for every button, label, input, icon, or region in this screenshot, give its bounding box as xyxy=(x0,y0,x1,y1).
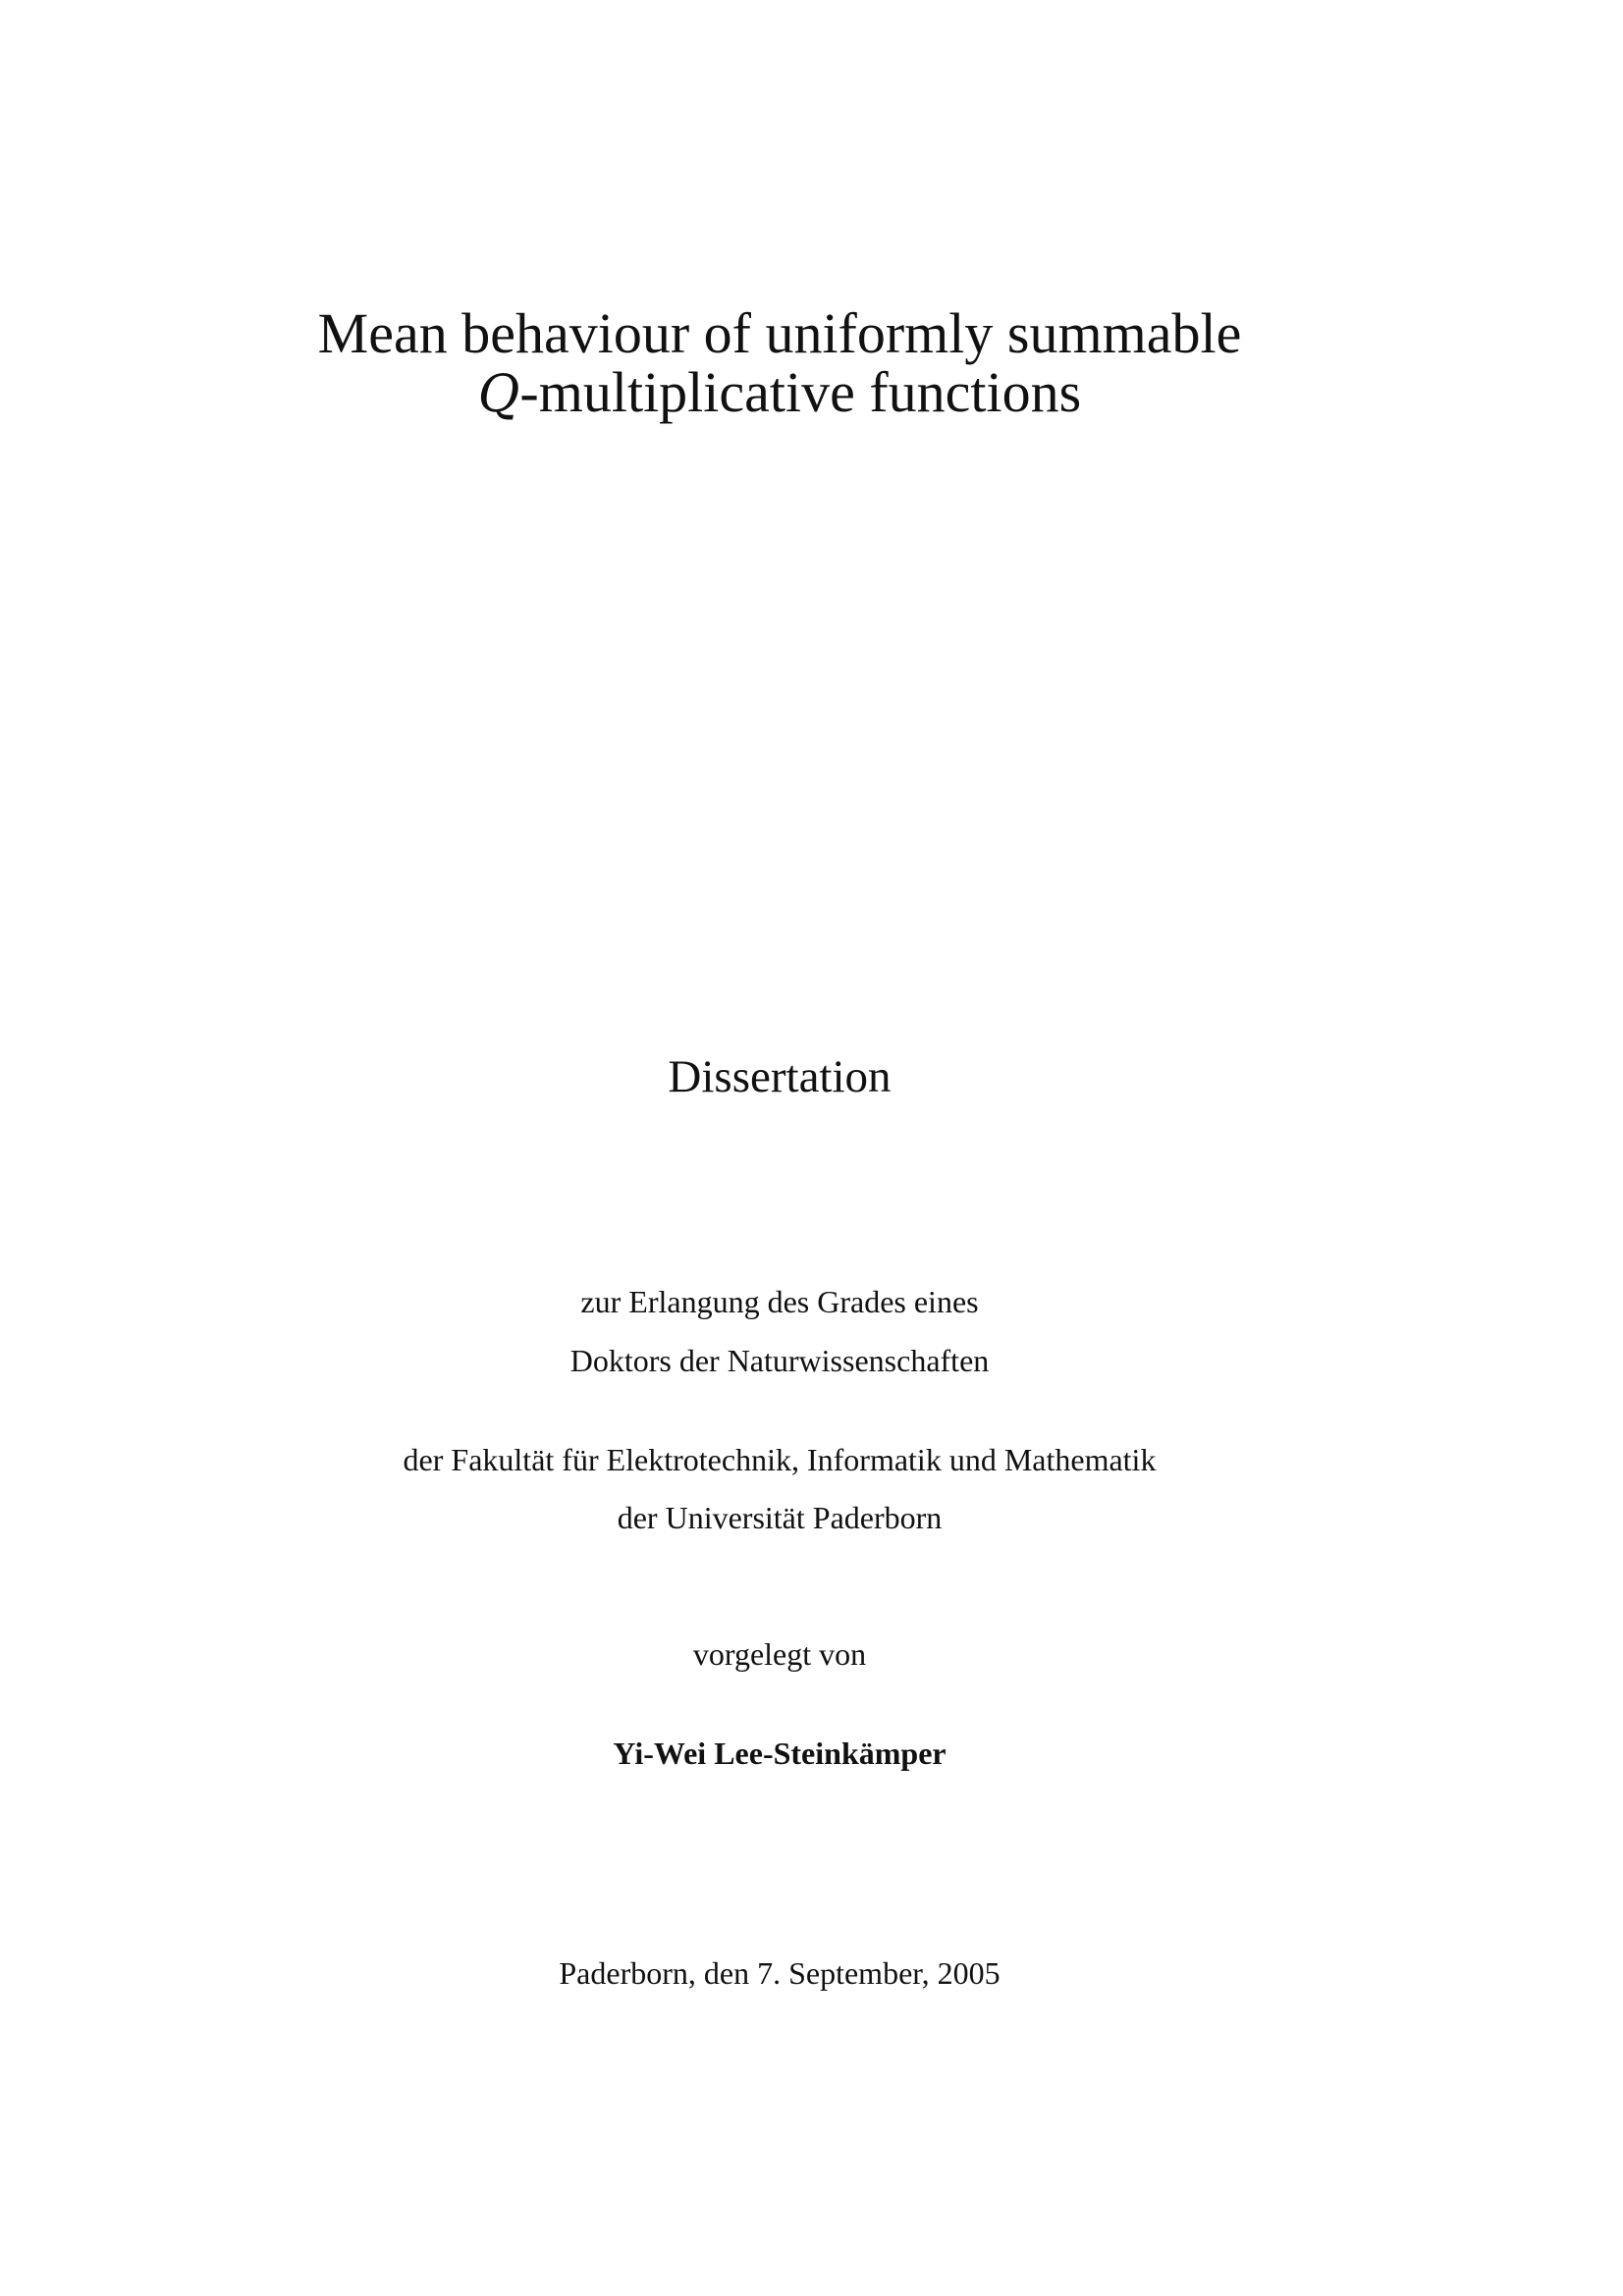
degree-purpose-line-2: Doktors der Naturwissenschaften xyxy=(569,1343,990,1378)
submitted-by-label: vorgelegt von xyxy=(692,1636,867,1672)
document-type: Dissertation xyxy=(668,1051,892,1102)
thesis-title xyxy=(0,301,1559,424)
thesis-title-line-2 xyxy=(0,360,1559,424)
university-line: der Universität Paderborn xyxy=(617,1500,943,1535)
degree-purpose-line-1: zur Erlangung des Grades eines xyxy=(580,1284,979,1319)
author-name: Yi-Wei Lee-Steinkämper xyxy=(613,1735,947,1771)
thesis-title-line-1: Mean behaviour of uniformly summable xyxy=(317,301,1242,365)
place-and-date: Paderborn, den 7. September, 2005 xyxy=(559,1955,1001,1991)
thesis-title-line-2-text: -multiplicative functions xyxy=(519,360,1082,424)
faculty-line: der Fakultät für Elektrotechnik, Informatik und Mathematik xyxy=(403,1442,1157,1477)
script-q-symbol: Q xyxy=(477,365,520,424)
